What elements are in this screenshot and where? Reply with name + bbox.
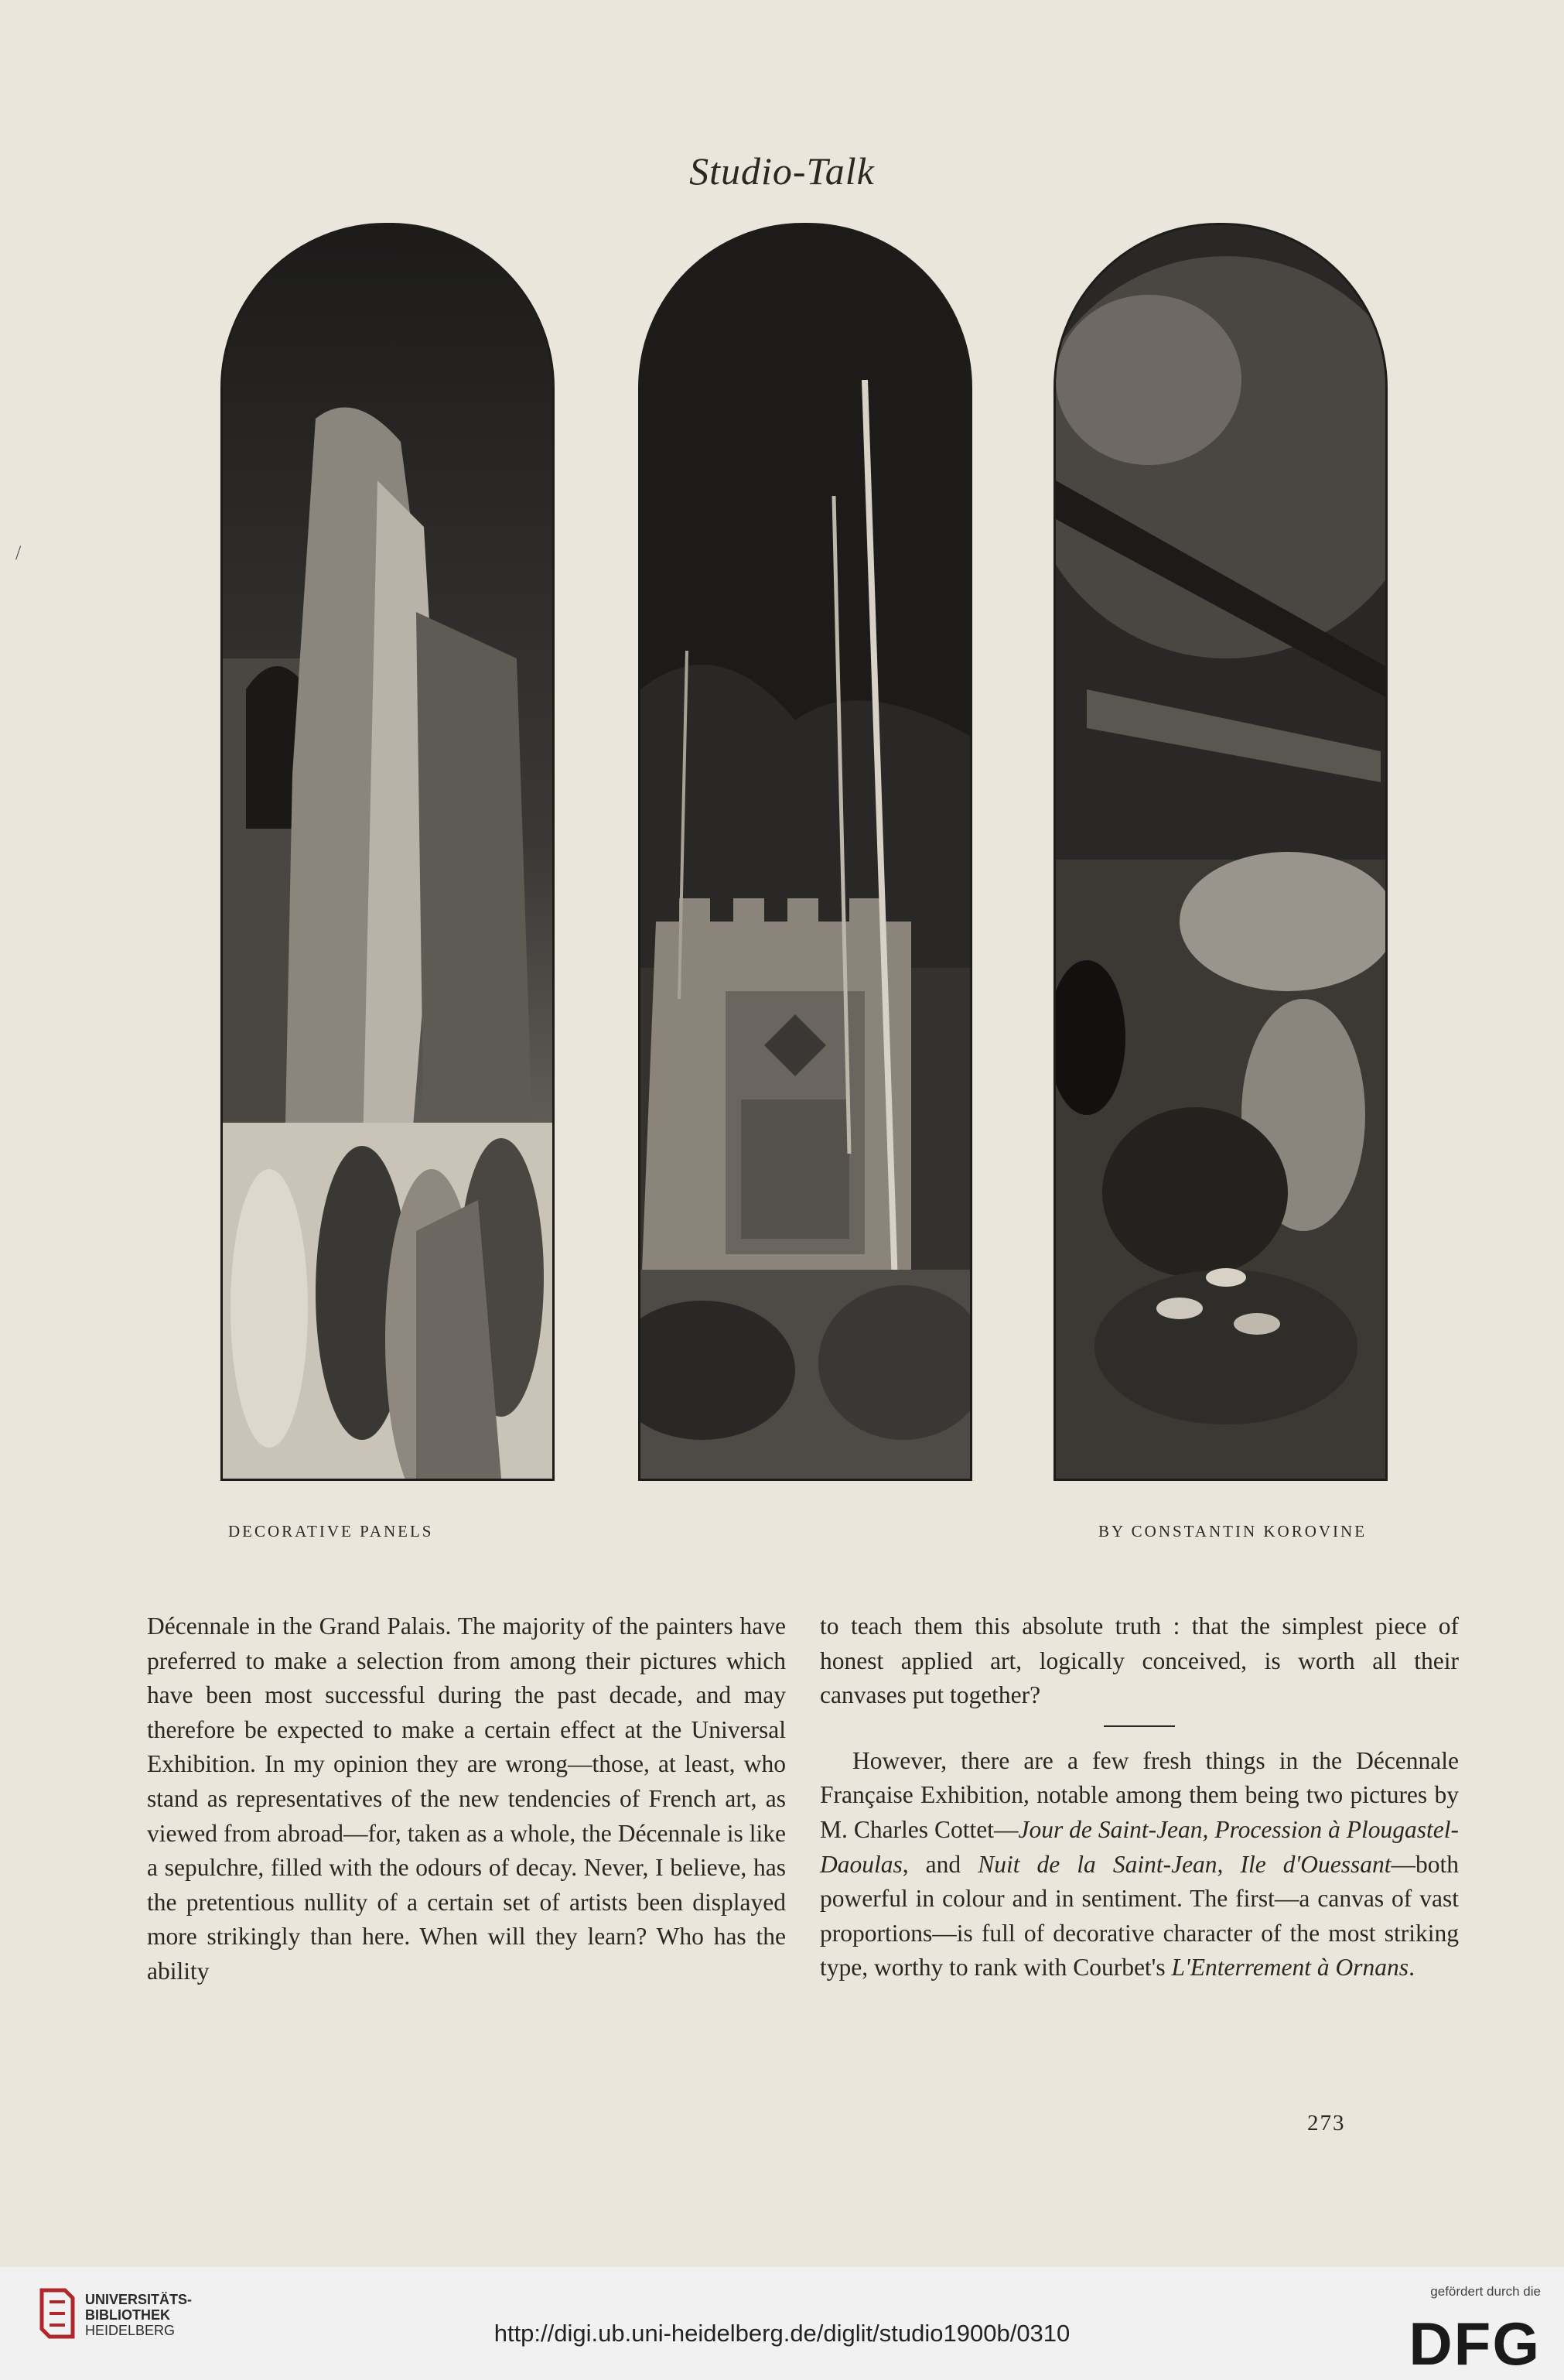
running-head: Studio-Talk [689,149,875,193]
figure-caption-right: BY CONSTANTIN KOROVINE [1098,1522,1368,1541]
paragraph [820,1744,1459,1985]
decorative-panel-market [1053,223,1388,1481]
text-run: , and [902,1850,978,1878]
paragraph: Décennale in the Grand Palais. The majority of the painters have preferred to make a selection from among their pictures which have been most successful during the past decade, and may therefore be expected to make a certain effect at the Universal Exhibition. In my opinion they are wrong—those, at least, who stand as representatives of the new tendencies of French art, as viewed from abroad—for, taken as a whole, the Décennale is like a sepulchre, filled with the odours of decay. Never, I believe, has the pretentious nullity of a certain set of artists been displayed more strikingly than here. When will they learn? Who has the ability [147,1612,786,1985]
market-illustration [1056,225,1385,1479]
library-name-line: BIBLIOTHEK [85,2307,170,2323]
funding-note: gefördert durch die [1430,2284,1541,2299]
library-name-line: HEIDELBERG [85,2323,176,2338]
text-run: —both powerful in colour and in sentiment. The first—a canvas of vast proportions—is full of decorative character of the most striking type, worthy to rank with Courbet's [820,1850,1459,1982]
artwork-title: L'Enterrement à Ornans [1171,1954,1409,1982]
artwork-title: Jour de Saint-Jean, Procession à Plougastel-Daoulas [820,1815,1460,1878]
page-number: 273 [1307,2111,1346,2136]
text-run: . [1409,1954,1415,1982]
library-name-line: UNIVERSITÄTS- [85,2292,193,2307]
garden-gate-illustration [640,225,970,1479]
text-run: However, there are a few fresh things in the Décennale Française Exhibition, notable among them being two pictures by M. Charles Cottet— [820,1746,1459,1843]
dfg-logo: DFG [1409,2310,1541,2378]
paragraph: to teach them this absolute truth : that the simplest piece of honest applied art, logically conceived, is worth all their canvases put together? [820,1612,1459,1709]
artwork-title: Nuit de la Saint-Jean, Ile d'Ouessant [978,1850,1392,1878]
decorative-panel-garden-gate [638,223,972,1481]
permalink-url[interactable]: http://digi.ub.uni-heidelberg.de/diglit/studio1900b/0310 [493,2320,1071,2347]
text-column-left [147,1609,786,1989]
text-column-right [820,1609,1459,1985]
ruins-illustration [223,225,552,1479]
section-divider [1104,1725,1175,1727]
margin-mark: / [15,542,22,564]
decorative-panel-ruins [220,223,555,1481]
figure-caption-left: DECORATIVE PANELS [228,1522,434,1541]
